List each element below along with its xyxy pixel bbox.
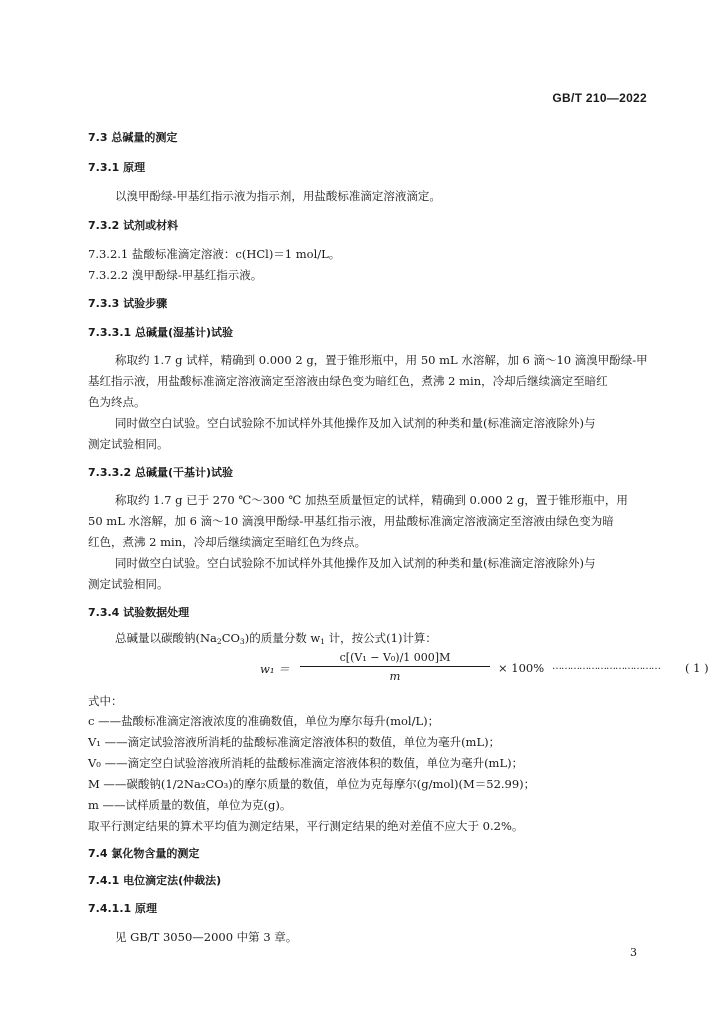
variable-definition: c ——盐酸标准滴定溶液浓度的准确数值，单位为摩尔每升(mol/L)； (88, 714, 440, 728)
variable-definition: M ——碳酸钠(1/2Na₂CO₃)的摩尔质量的数值，单位为克每摩尔(g/mol)(M＝52.99)； (88, 777, 536, 791)
section-heading-7-3: 7.3 总碱量的测定 (88, 131, 178, 144)
variable-definition: m ——试样质量的数值，单位为克(g)。 (88, 798, 292, 812)
variable-definition: V₁ ——滴定试验溶液所消耗的盐酸标准滴定溶液体积的数值，单位为毫升(mL)； (88, 735, 501, 749)
section-heading-7-3-4: 7.3.4 试验数据处理 (88, 606, 190, 619)
text-run: )的质量分数 w (244, 631, 321, 645)
variable-definition: V₀ ——滴定空白试验溶液所消耗的盐酸标准滴定溶液体积的数值，单位为毫升(mL)； (88, 756, 524, 770)
formula-denominator: m (389, 669, 401, 683)
text-run: CO (221, 631, 240, 645)
formula-lhs: w₁ ＝ (260, 662, 290, 676)
subscript: 3 (239, 637, 245, 646)
item-7-3-2-1: 7.3.2.1 盐酸标准滴定溶液：c(HCl)＝1 mol/L。 (88, 247, 341, 261)
paragraph-line: 色为终点。 (88, 395, 146, 409)
paragraph-line: 同时做空白试验。空白试验除不加试样外其他操作及加入试剂的种类和量(标准滴定溶液除外)与 (115, 416, 596, 430)
paragraph-reference: 见 GB/T 3050—2000 中第 3 章。 (115, 930, 298, 944)
section-heading-7-3-2: 7.3.2 试剂或材料 (88, 219, 179, 232)
subscript: 2 (216, 637, 222, 646)
page-number: 3 (630, 946, 637, 959)
paragraph-result: 取平行测定结果的算术平均值为测定结果，平行测定结果的绝对差值不应大于 0.2%。 (88, 819, 524, 833)
formula-number: ( 1 ) (685, 661, 709, 675)
formula-1 (260, 651, 720, 685)
paragraph-line: 称取约 1.7 g 试样，精确到 0.000 2 g，置于锥形瓶中，用 50 mL 水溶解，加 6 滴～10 滴溴甲酚绿-甲 (115, 353, 648, 367)
section-heading-7-3-3-1: 7.3.3.1 总碱量(湿基计)试验 (88, 326, 234, 339)
section-heading-7-3-3: 7.3.3 试验步骤 (88, 297, 168, 310)
formula-percent: × 100% (498, 661, 545, 675)
section-heading-7-4-1: 7.4.1 电位滴定法(仲裁法) (88, 874, 222, 887)
section-heading-7-3-1: 7.3.1 原理 (88, 161, 146, 174)
standard-code: GB/T 210—2022 (552, 91, 647, 105)
paragraph-line: 测定试验相同。 (88, 577, 169, 591)
paragraph-line: 称取约 1.7 g 已于 270 ℃～300 ℃ 加热至质量恒定的试样，精确到 0.000 2 g，置于锥形瓶中，用 (115, 493, 628, 507)
paragraph-line: 50 mL 水溶解，加 6 滴～10 滴溴甲酚绿-甲基红指示液，用盐酸标准滴定溶液滴定至溶液由绿色变为暗 (88, 514, 614, 528)
section-heading-7-3-3-2: 7.3.3.2 总碱量(干基计)试验 (88, 466, 234, 479)
formula-leader-dots: ……………………………… (552, 661, 660, 672)
item-7-3-2-2: 7.3.2.2 溴甲酚绿-甲基红指示液。 (88, 268, 263, 282)
text-run: 计，按公式(1)计算： (324, 631, 437, 645)
paragraph-line: 同时做空白试验。空白试验除不加试样外其他操作及加入试剂的种类和量(标准滴定溶液除外)与 (115, 556, 596, 570)
paragraph-principle: 以溴甲酚绿-甲基红指示液为指示剂，用盐酸标准滴定溶液滴定。 (115, 189, 441, 203)
paragraph-line: 基红指示液，用盐酸标准滴定溶液滴定至溶液由绿色变为暗红色，煮沸 2 min，冷却后继续滴定至暗红 (88, 374, 608, 388)
paragraph-line: 测定试验相同。 (88, 437, 169, 451)
section-heading-7-4-1-1: 7.4.1.1 原理 (88, 902, 157, 915)
formula-numerator: c[(V₁ − V₀)/1 000]M (339, 651, 451, 664)
section-heading-7-4: 7.4 氯化物含量的测定 (88, 847, 200, 860)
subscript: 1 (320, 637, 325, 646)
text-run: 总碱量以碳酸钠(Na (115, 631, 217, 645)
formula-fraction (300, 651, 490, 683)
paragraph-formula-intro (115, 631, 437, 649)
fraction-bar (300, 666, 490, 667)
paragraph-line: 红色，煮沸 2 min，冷却后继续滴定至暗红色为终点。 (88, 535, 367, 549)
where-label: 式中： (88, 694, 123, 708)
